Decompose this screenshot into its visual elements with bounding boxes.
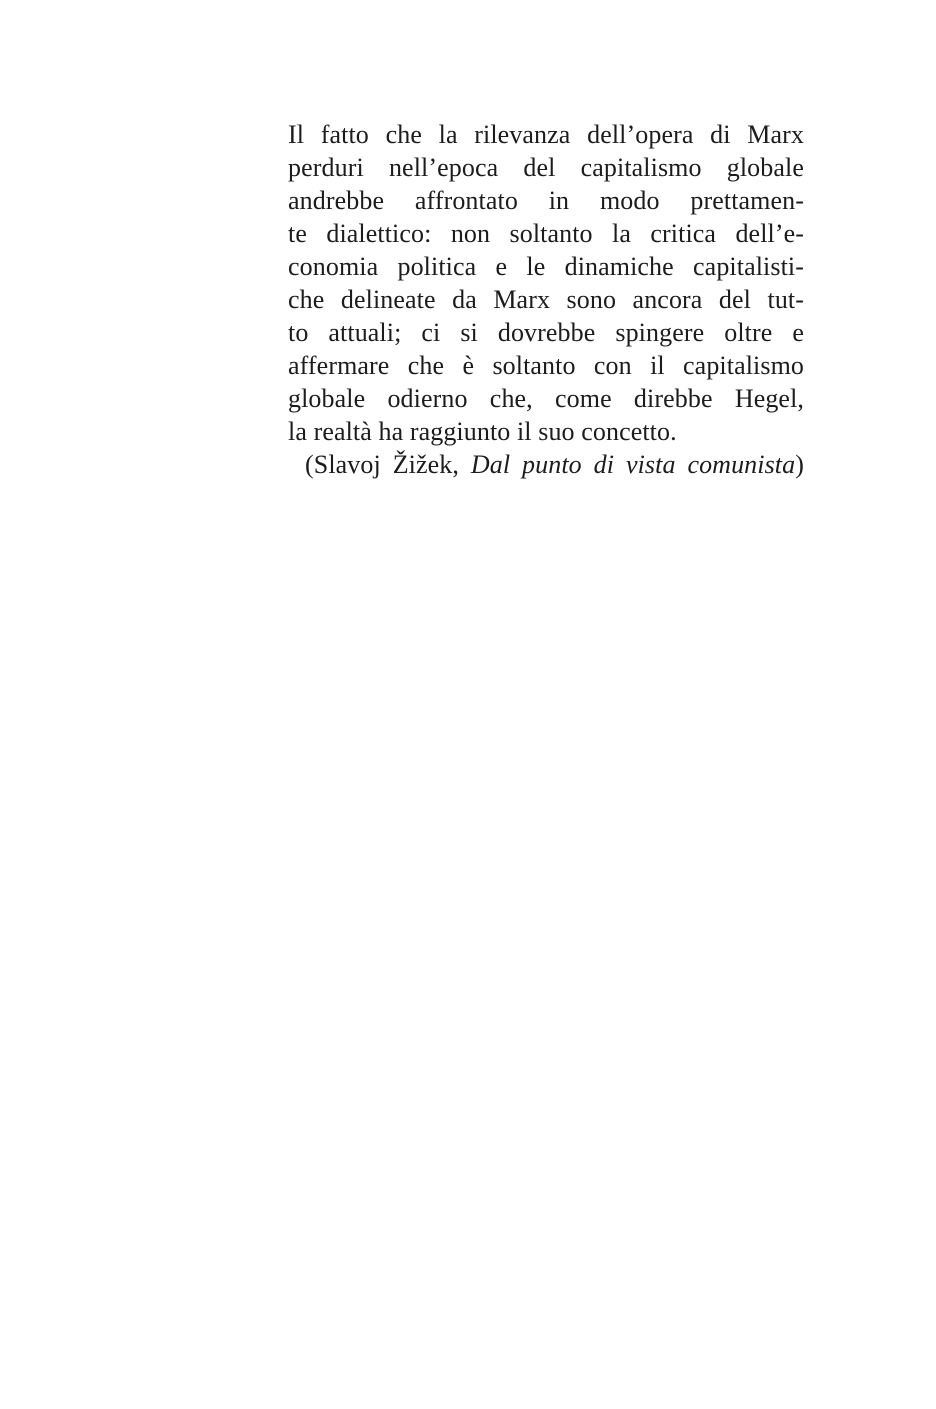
quote-line: perduri nell’epoca del capitalismo globale [288,153,804,182]
attribution-line [288,448,804,481]
quote-line: to attuali; ci si dovrebbe spingere oltre e [288,318,804,347]
quote-line: affermare che è soltanto con il capitalismo [288,351,804,380]
quote-line: conomia politica e le dinamiche capitalisti- [288,252,804,281]
attribution-author: (Slavoj Žižek, [305,450,471,479]
attribution-close-paren: ) [795,450,804,479]
quote-line: Il fatto che la rilevanza dell’opera di Marx [288,120,804,149]
quote-line: globale odierno che, come direbbe Hegel, [288,384,804,413]
quote-line: andrebbe affrontato in modo prettamen- [288,186,804,215]
epigraph-quote-block [288,118,804,481]
quote-line-last: la realtà ha raggiunto il suo concetto. [288,417,677,446]
quote-line: te dialettico: non soltanto la critica dell’e- [288,219,804,248]
quote-line: che delineate da Marx sono ancora del tut- [288,285,804,314]
book-title: Dal punto di vista comunista [470,450,796,479]
